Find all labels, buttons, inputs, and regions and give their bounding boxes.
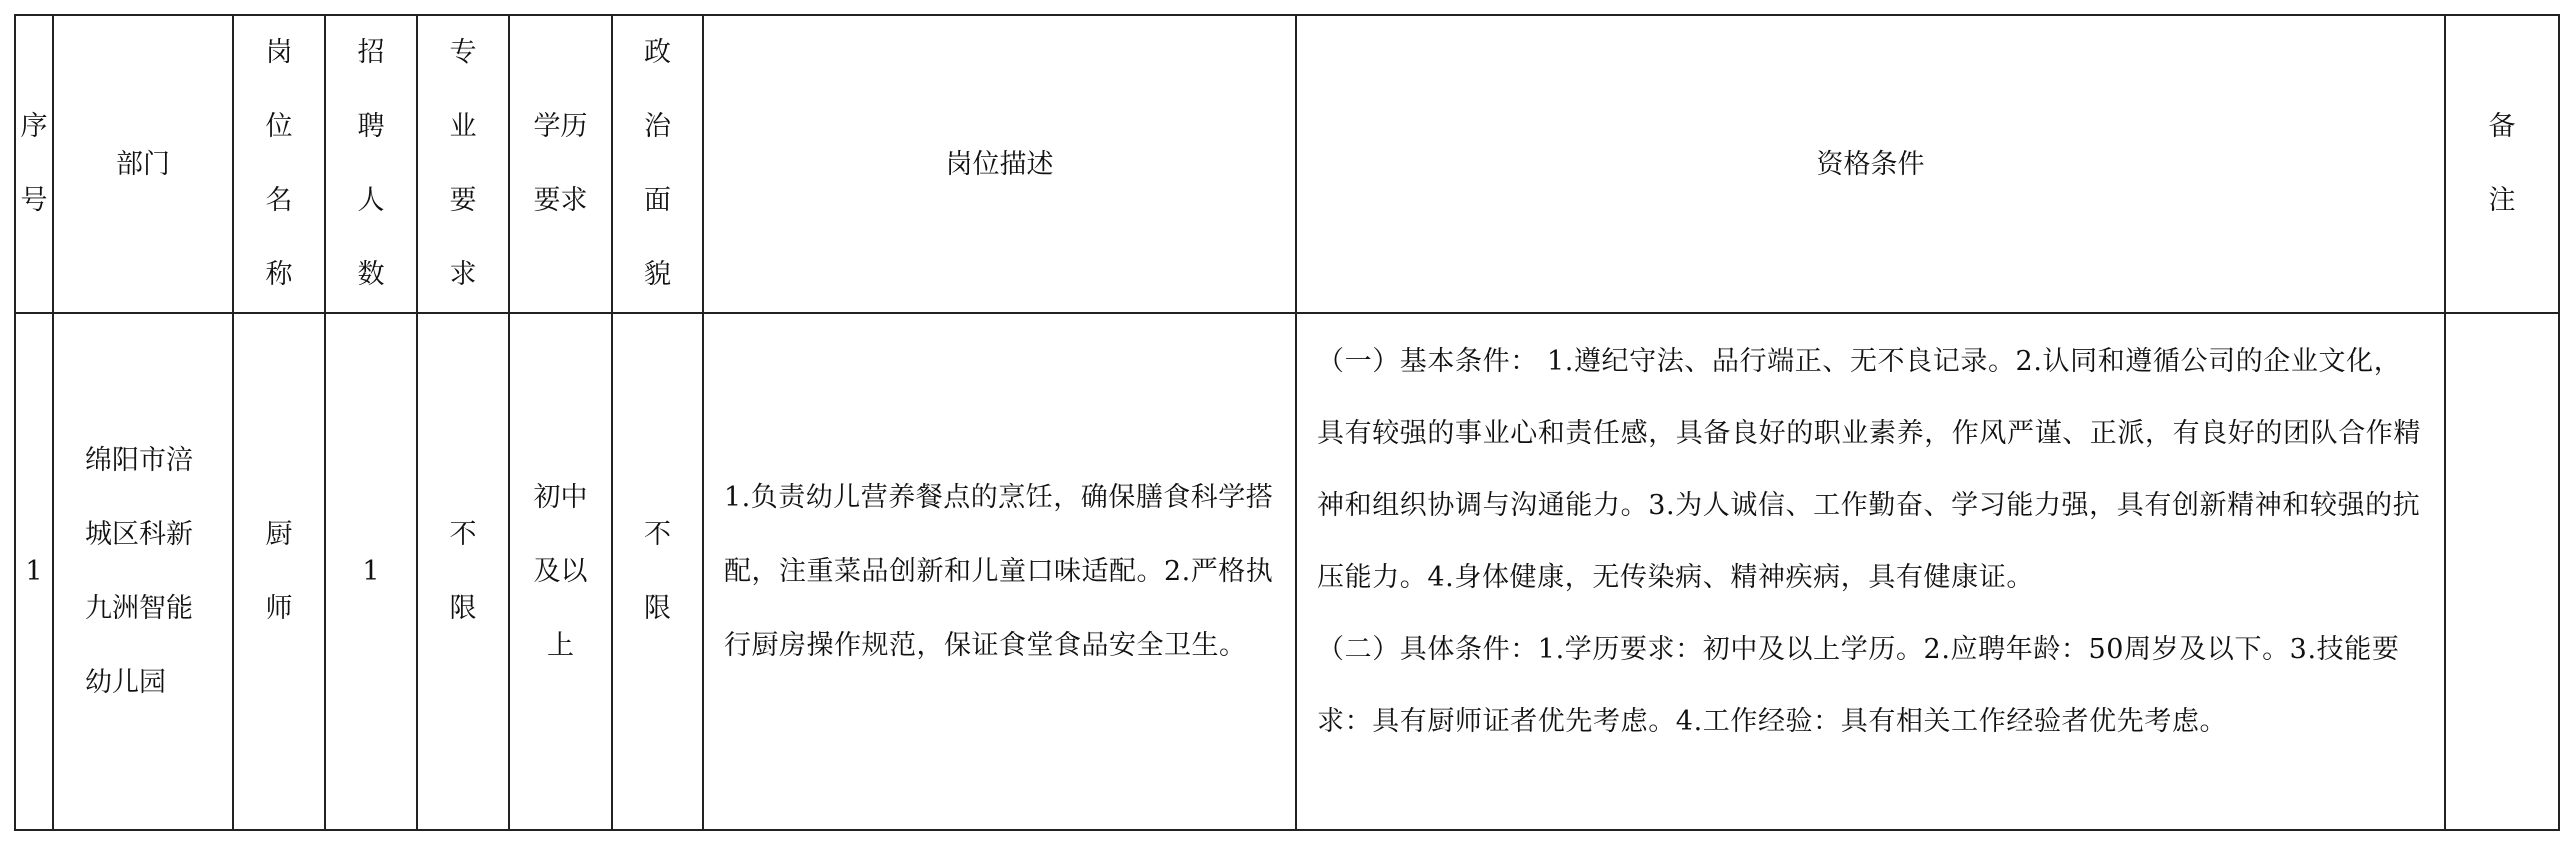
header-row [15, 15, 2559, 313]
cell-position-name [233, 313, 325, 830]
header-description-label: 岗位描述 [945, 148, 1054, 180]
cell-political-status [612, 313, 703, 830]
header-qualifications [1296, 15, 2445, 313]
header-political-status [612, 15, 703, 313]
header-department [53, 15, 233, 313]
cell-description [703, 313, 1296, 830]
header-position-name [233, 15, 325, 313]
cell-education-value: 初中及以上 [533, 481, 588, 661]
header-department-label: 部门 [116, 148, 170, 180]
cell-department-value: 绵阳市涪城区科新九洲智能幼儿园 [84, 444, 193, 698]
header-education [509, 15, 612, 313]
header-remarks [2445, 15, 2559, 313]
cell-education [509, 313, 612, 830]
header-index-label: 序号 [20, 111, 48, 216]
cell-description-value: 1.负责幼儿营养餐点的烹饪，确保膳食科学搭配，注重菜品创新和儿童口味适配。2.严格执行厨房操作规范，保证食堂食品安全卫生。 [724, 481, 1274, 661]
header-headcount [325, 15, 417, 313]
header-headcount-label: 招聘人数 [357, 37, 385, 290]
cell-position-name-value: 厨师 [265, 518, 293, 624]
cell-index [15, 313, 53, 830]
cell-department [53, 313, 233, 830]
header-position-name-label: 岗位名称 [265, 37, 293, 290]
header-remarks-label: 备注 [2488, 111, 2516, 216]
cell-headcount-value: 1 [362, 556, 380, 587]
qualifications-specific-text: （二）具体条件：1.学历要求：初中及以上学历。2.应聘年龄：50周岁及以下。3.技能要求：具有厨师证者优先考虑。4.工作经验：具有相关工作经验者优先考虑。 [1317, 634, 2400, 737]
cell-qualifications-value [1297, 314, 2444, 758]
recruitment-table [14, 14, 2560, 831]
header-index [15, 15, 53, 313]
cell-headcount [325, 313, 417, 830]
qualifications-basic-text: （一）基本条件： 1.遵纪守法、品行端正、无不良记录。2.认同和遵循公司的企业文化，具有较强的事业心和责任感，具备良好的职业素养，作风严谨、正派，有良好的团队合作精神和组织协调与沟通能力。3.为人诚信、工作勤奋、学习能力强，具有创新精神和较强的抗压能力。4.身体健康，无传染病、精神疾病，具有健康证。 [1317, 346, 2421, 593]
cell-qualifications [1296, 313, 2445, 830]
header-major [417, 15, 509, 313]
cell-major [417, 313, 509, 830]
header-major-label: 专业要求 [449, 37, 477, 290]
cell-index-value: 1 [25, 556, 43, 587]
cell-political-status-value: 不限 [644, 518, 671, 624]
header-education-label: 学历要求 [533, 111, 588, 216]
cell-remarks [2445, 313, 2559, 830]
header-political-status-label: 政治面貌 [644, 37, 671, 290]
table-row [15, 313, 2559, 830]
header-qualifications-label: 资格条件 [1816, 148, 1925, 180]
cell-major-value: 不限 [449, 518, 477, 624]
header-description [703, 15, 1296, 313]
